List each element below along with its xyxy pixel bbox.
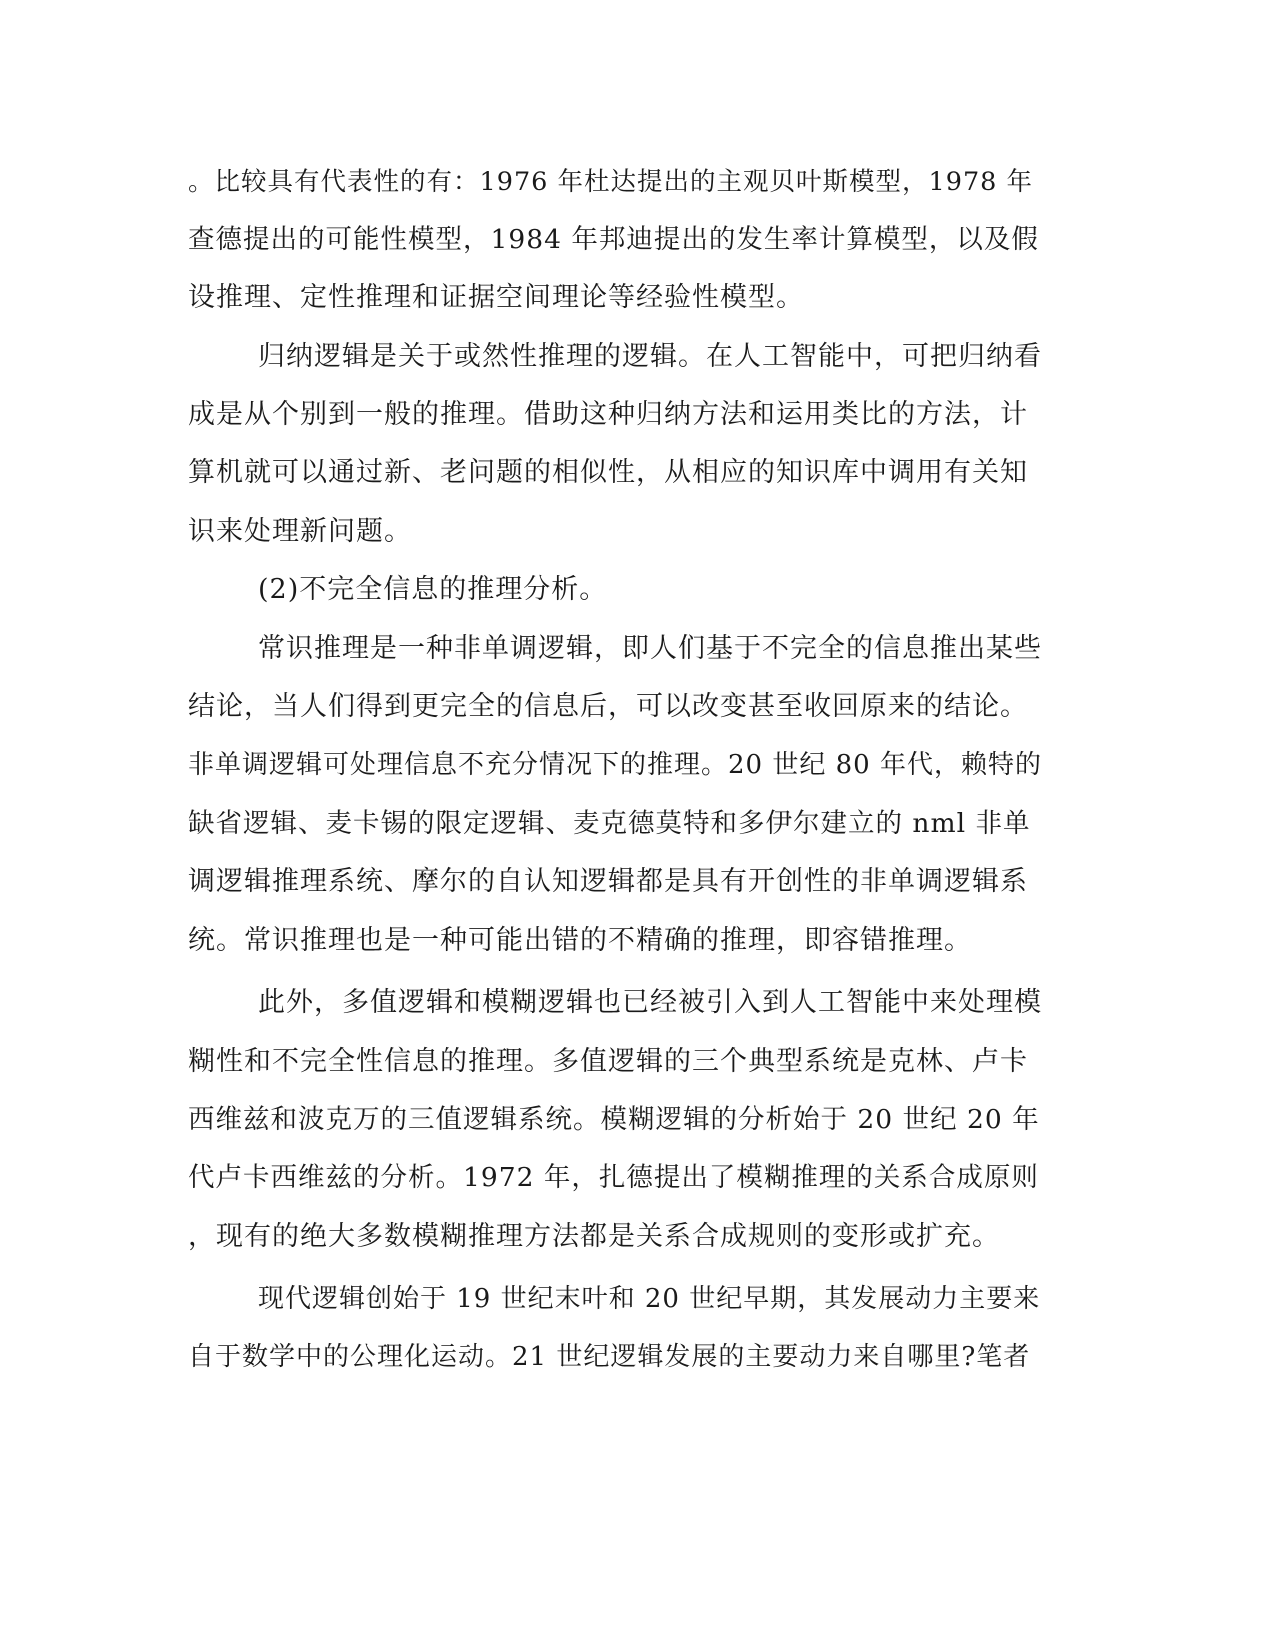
- text-line: 算机就可以通过新、老问题的相似性，从相应的知识库中调用有关知: [188, 457, 1028, 488]
- text-line: 自于数学中的公理化运动。21 世纪逻辑发展的主要动力来自哪里?笔者: [188, 1342, 1031, 1372]
- text-line: 识来处理新问题。: [188, 516, 412, 547]
- text-line: 代卢卡西维兹的分析。1972 年，扎德提出了模糊推理的关系合成原则: [188, 1162, 1039, 1193]
- text-line: 调逻辑推理系统、摩尔的自认知逻辑都是具有开创性的非单调逻辑系: [188, 866, 1028, 897]
- paragraph-start-line: 现代逻辑创始于 19 世纪末叶和 20 世纪早期，其发展动力主要来: [258, 1284, 1041, 1314]
- text-line: ，现有的绝大多数模糊推理方法都是关系合成规则的变形或扩充。: [188, 1221, 1000, 1252]
- paragraph-start-line: 此外，多值逻辑和模糊逻辑也已经被引入到人工智能中来处理模: [258, 987, 1042, 1018]
- text-line: 糊性和不完全性信息的推理。多值逻辑的三个典型系统是克林、卢卡: [188, 1046, 1028, 1077]
- text-line: 。比较具有代表性的有：1976 年杜达提出的主观贝叶斯模型，1978 年: [188, 167, 1034, 197]
- paragraph-start-line: 归纳逻辑是关于或然性推理的逻辑。在人工智能中，可把归纳看: [258, 341, 1042, 372]
- text-line: 设推理、定性推理和证据空间理论等经验性模型。: [188, 282, 804, 313]
- text-line: 西维兹和波克万的三值逻辑系统。模糊逻辑的分析始于 20 世纪 20 年: [188, 1104, 1040, 1135]
- paragraph-start-line: 常识推理是一种非单调逻辑，即人们基于不完全的信息推出某些: [258, 633, 1042, 664]
- text-line: 查德提出的可能性模型，1984 年邦迪提出的发生率计算模型，以及假: [188, 224, 1039, 255]
- text-line: 统。常识推理也是一种可能出错的不精确的推理，即容错推理。: [188, 925, 972, 956]
- text-line: 非单调逻辑可处理信息不充分情况下的推理。20 世纪 80 年代，赖特的: [188, 750, 1042, 780]
- text-line: 成是从个别到一般的推理。借助这种归纳方法和运用类比的方法，计: [188, 399, 1028, 430]
- text-line: 结论，当人们得到更完全的信息后，可以改变甚至收回原来的结论。: [188, 691, 1028, 722]
- text-line: 缺省逻辑、麦卡锡的限定逻辑、麦克德莫特和多伊尔建立的 nml 非单: [188, 808, 1031, 839]
- section-heading: (2)不完全信息的推理分析。: [258, 574, 608, 605]
